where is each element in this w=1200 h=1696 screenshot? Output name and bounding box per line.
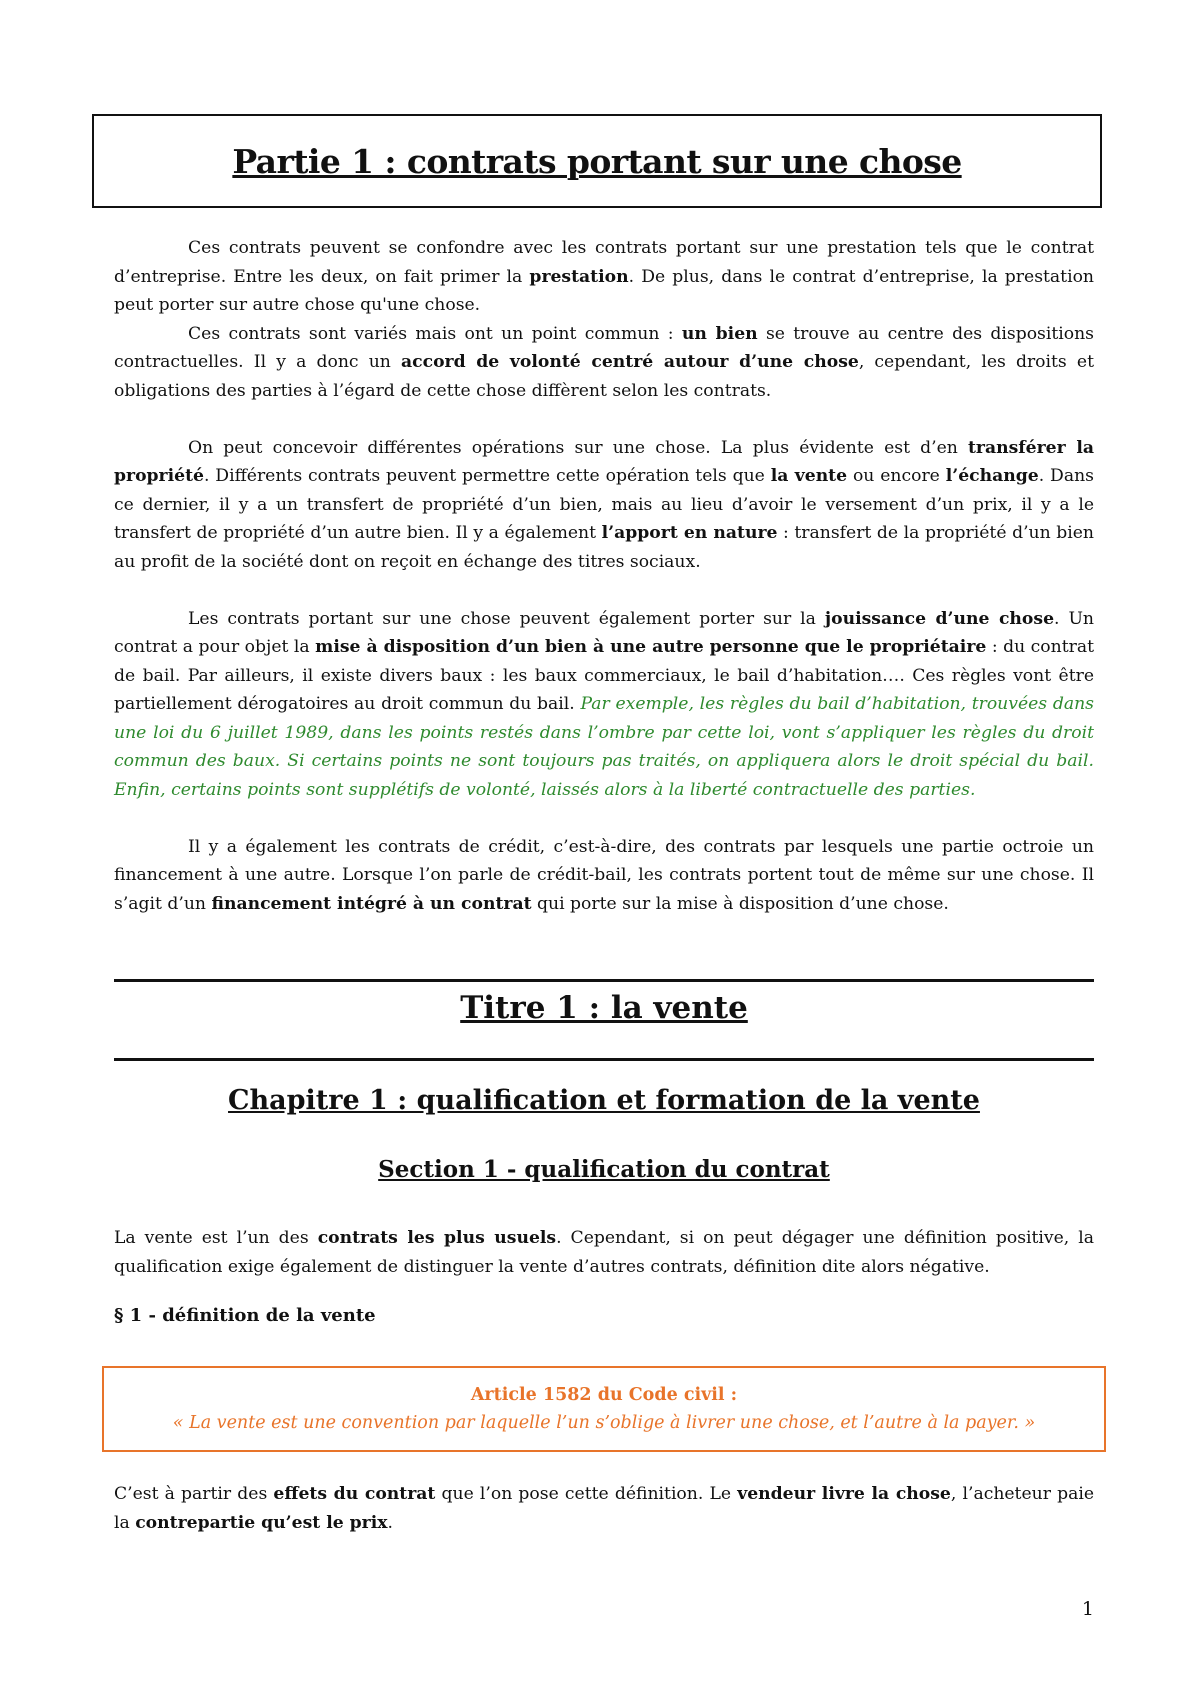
paragraph-heading: § 1 - définition de la vente — [114, 1305, 376, 1326]
conclusion-text — [114, 1480, 1094, 1537]
partie-title-box — [92, 114, 1102, 208]
divider-bottom — [114, 1058, 1094, 1061]
section-heading: Section 1 - qualification du contrat — [378, 1156, 830, 1183]
intro-paragraph-5: Il y a également les contrats de crédit, c’est-à-dire, des contrats par lesquels une partie octroie un financement à une autre. Lorsque l’on parle de crédit-bail, les contrats portent tout de même sur une chose. Il s’agit d’un financement intégré à un contrat qui porte sur la mise à disposition d’une chose. — [114, 836, 1094, 914]
article-callout — [102, 1366, 1106, 1452]
article-quote: « La vente est une convention par laquelle l’un s’oblige à livrer une chose, et l’autre à la payer. » — [172, 1413, 1036, 1433]
divider-top — [114, 979, 1094, 982]
chapitre-heading: Chapitre 1 : qualification et formation de la vente — [228, 1085, 980, 1116]
partie-title: Partie 1 : contrats portant sur une chose — [232, 141, 962, 181]
intro-paragraph-4: Les contrats portant sur une chose peuvent également porter sur la jouissance d’une chose. Un contrat a pour objet la mise à disposition d’un bien à une autre personne que le propriétaire : du contrat de bail. Par ailleurs, il existe divers baux : les baux commerciaux, le bail d’habitation…. Ces règles vont être partiellement dérogatoires au droit commun du bail. Par exemple, les règles du bail d’habitation, trouvées dans une loi du 6 juillet 1989, dans les points restés dans l’ombre par cette loi, vont s’appliquer les règles du droit commun des baux. Si certains points ne sont toujours pas traités, on appliquera alors le droit spécial du bail. Enfin, certains points sont supplétifs de volonté, laissés alors à la liberté contractuelle des parties. — [114, 608, 1095, 800]
example-note: Par exemple, les règles du bail d’habitation, trouvées dans une loi du 6 juillet 1989, dans les points restés dans l’ombre par cette loi, vont s’appliquer les règles du droit commun des baux. Si certains points ne sont toujours pas traités, on appliquera alors le droit spécial du bail. Enfin, certains points sont supplétifs de volonté, laissés alors à la liberté contractuelle des parties. — [114, 694, 1094, 800]
section-intro — [114, 1224, 1094, 1281]
section-intro-paragraph: La vente est l’un des contrats les plus usuels. Cependant, si on peut dégager une définition positive, la qualification exige également de distinguer la vente d’autres contrats, définition dite alors négative. — [114, 1228, 1094, 1277]
conclusion-paragraph: C’est à partir des effets du contrat que l’on pose cette définition. Le vendeur livre la chose, l’acheteur paie la contrepartie qu’est le prix. — [114, 1484, 1094, 1533]
intro-paragraph-2: Ces contrats sont variés mais ont un point commun : un bien se trouve au centre des dispositions contractuelles. Il y a donc un accord de volonté centré autour d’une chose, cependant, les droits et obligations des parties à l’égard de cette chose diffèrent selon les contrats. — [114, 323, 1095, 401]
page-number: 1 — [1081, 1598, 1094, 1620]
intro-paragraph-1: Ces contrats peuvent se confondre avec les contrats portant sur une prestation tels que le contrat d’entreprise. Entre les deux, on fait primer la prestation. De plus, dans le contrat d’entreprise, la prestation peut porter sur autre chose qu'une chose. — [114, 238, 1094, 315]
titre-heading: Titre 1 : la vente — [460, 990, 748, 1026]
intro-paragraph-3: On peut concevoir différentes opérations sur une chose. La plus évidente est d’en transférer la propriété. Différents contrats peuvent permettre cette opération tels que la vente ou encore l’échange. Dans ce dernier, il y a un transfert de propriété d’un bien, mais au lieu d’avoir le versement d’un prix, il y a le transfert de propriété d’un autre bien. Il y a également l’apport en nature : transfert de la propriété d’un bien au profit de la société dont on reçoit en échange des titres sociaux. — [114, 437, 1094, 572]
article-title: Article 1582 du Code civil : — [470, 1385, 738, 1405]
intro-text — [114, 234, 1094, 918]
